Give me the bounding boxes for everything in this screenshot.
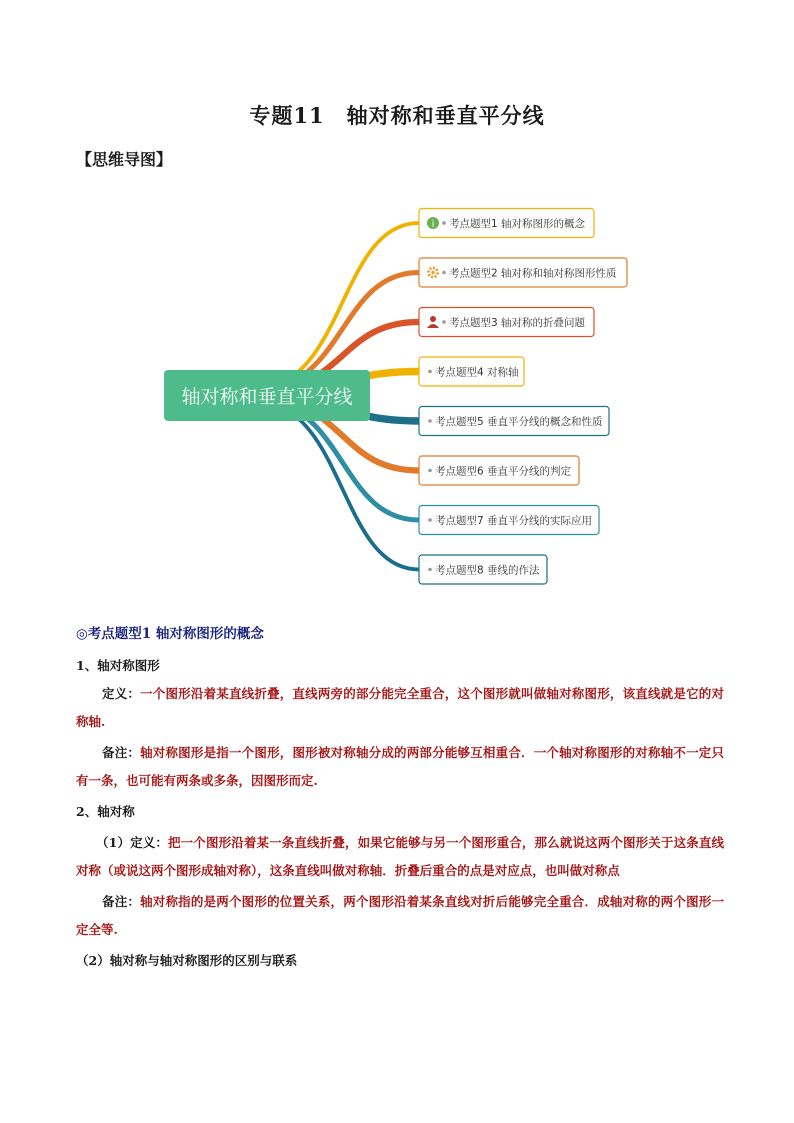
definition-label: 定义： bbox=[102, 686, 141, 701]
mindmap-branch bbox=[285, 409, 419, 570]
bullet-dot bbox=[442, 271, 446, 275]
mindmap-node-label: 考点题型1 轴对称图形的概念 bbox=[449, 218, 586, 230]
definition-paragraph-2 bbox=[76, 829, 724, 885]
mindmap-node bbox=[419, 357, 524, 386]
definition-text: 一个图形沿着某直线折叠，直线两旁的部分能完全重合，这个图形就叫做轴对称图形，该直线就是它的对称轴. bbox=[76, 686, 724, 729]
content-body bbox=[76, 620, 724, 975]
mindmap-node bbox=[419, 209, 594, 238]
subsection-title: （2）轴对称与轴对称图形的区别与联系 bbox=[76, 953, 298, 968]
mindmap-branch bbox=[285, 273, 419, 386]
note-paragraph-2 bbox=[76, 888, 724, 944]
page-title bbox=[0, 100, 794, 130]
definition-text-2: 把一个图形沿着某一条直线折叠，如果它能够与另一个图形重合，那么就说这两个图形关于这条直线对称（或说这两个图形成轴对称），这条直线叫做对称轴．折叠后重合的点是对应点，也叫做对称点 bbox=[76, 835, 724, 878]
definition-paragraph bbox=[76, 680, 724, 736]
mindmap-center-node bbox=[164, 370, 370, 421]
mindmap-center-label: 轴对称和垂直平分线 bbox=[181, 386, 353, 408]
mindmap-node bbox=[419, 407, 609, 436]
title-main: 轴对称和垂直平分线 bbox=[346, 103, 545, 128]
bullet-dot bbox=[428, 370, 432, 374]
note-paragraph bbox=[76, 739, 724, 795]
bullet-dot bbox=[428, 419, 432, 423]
svg-text:i: i bbox=[431, 219, 435, 230]
bullet-dot bbox=[442, 221, 446, 225]
mindmap-node-label: 考点题型7 垂直平分线的实际应用 bbox=[435, 515, 593, 527]
topic-heading: ◎考点题型1 轴对称图形的概念 bbox=[76, 626, 264, 642]
bullet-dot bbox=[428, 568, 432, 572]
mindmap-node bbox=[419, 506, 599, 535]
note-label: 备注： bbox=[102, 745, 141, 760]
definition-label-2: （1）定义： bbox=[96, 835, 169, 850]
mindmap-node-label: 考点题型5 垂直平分线的概念和性质 bbox=[435, 416, 603, 428]
mindmap-node-label: 考点题型3 轴对称的折叠问题 bbox=[449, 317, 586, 329]
section-title-1: 1、轴对称图形 bbox=[76, 658, 160, 673]
mindmap-node-label: 考点题型8 垂线的作法 bbox=[435, 564, 540, 577]
mindmap-node-label: 考点题型4 对称轴 bbox=[435, 366, 519, 379]
note-label-2: 备注： bbox=[102, 894, 141, 909]
bullet-dot bbox=[428, 469, 432, 473]
mindmap-node-label: 考点题型2 轴对称和轴对称图形性质 bbox=[449, 267, 617, 280]
mindmap-node bbox=[419, 555, 547, 584]
note-text: 轴对称图形是指一个图形，图形被对称轴分成的两部分能够互相重合．一个轴对称图形的对称轴不一定只有一条，也可能有两条或多条，因图形而定. bbox=[76, 745, 724, 788]
title-prefix: 专题11 bbox=[249, 103, 325, 128]
mindmap-node bbox=[419, 258, 627, 287]
mind-map bbox=[0, 195, 794, 595]
mindmap-section-label: 【思维导图】 bbox=[76, 150, 173, 169]
bullet-dot bbox=[428, 518, 432, 522]
mindmap-node bbox=[419, 456, 579, 485]
note-text-2: 轴对称指的是两个图形的位置关系，两个图形沿着某条直线对折后能够完全重合．成轴对称的两个图形一定全等. bbox=[76, 894, 724, 937]
section-title-2: 2、轴对称 bbox=[76, 804, 135, 819]
bullet-dot bbox=[442, 320, 446, 324]
mindmap-node-label: 考点题型6 垂直平分线的判定 bbox=[435, 465, 572, 478]
mindmap-node bbox=[419, 308, 594, 337]
mindmap-branch bbox=[285, 223, 419, 381]
